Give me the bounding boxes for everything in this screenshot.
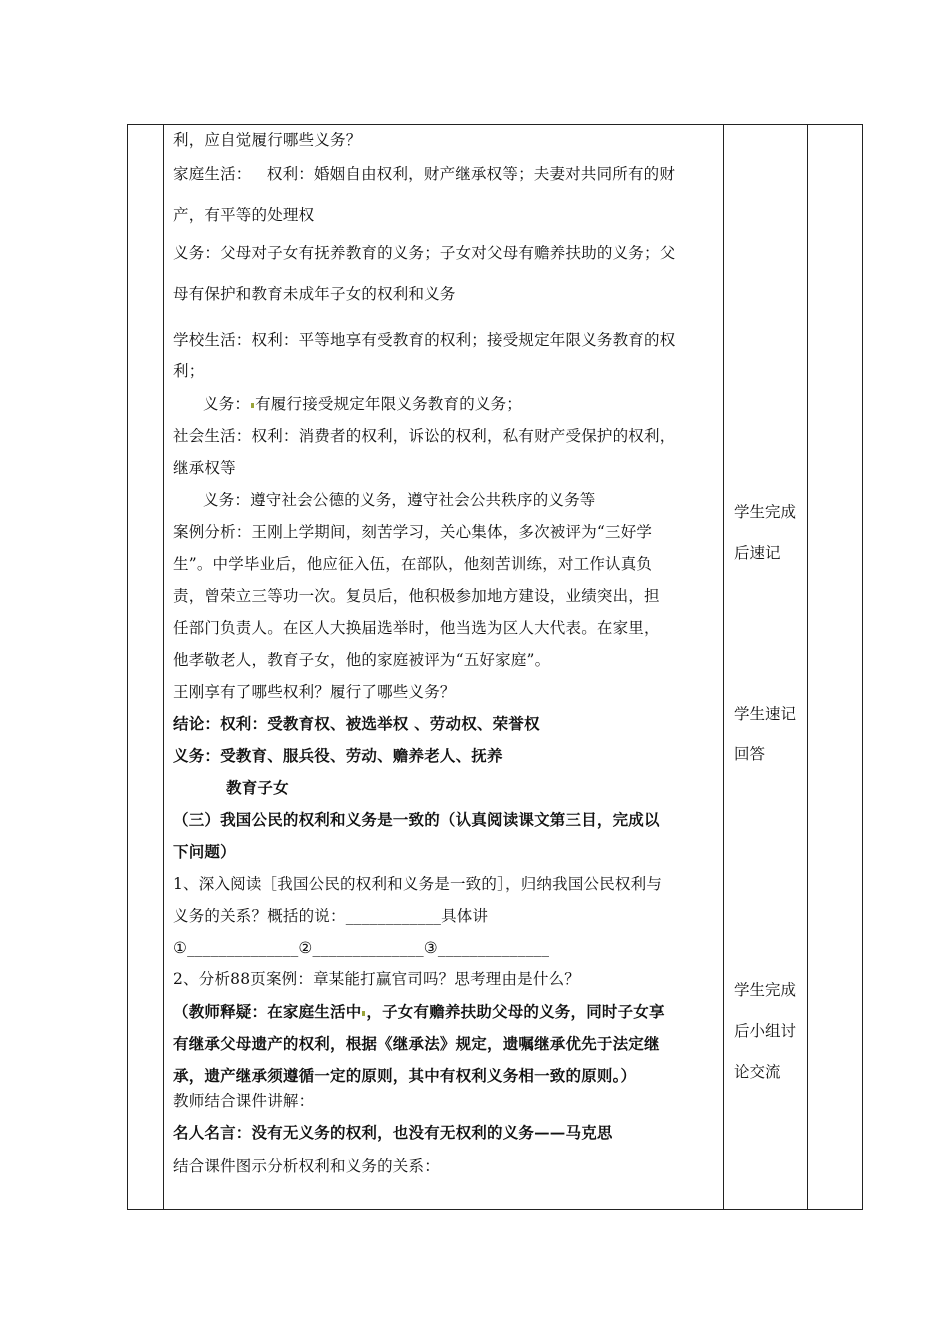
text-line: 义务：遵守社会公德的义务，遵守社会公共秩序的义务等 [203, 491, 596, 509]
table-col-border-5 [862, 124, 863, 1210]
text-line: 利； [173, 362, 205, 380]
text-line: 家庭生活： 权利：婚姻自由权利，财产继承权等；夫妻对共同所有的财 [173, 165, 676, 183]
conclusion-duties-cont: 教育子女 [226, 778, 289, 797]
side-note-line: 学生完成 [734, 503, 797, 521]
conclusion-rights: 结论：权利：受教育权、被选举权 、劳动权、荣誉权 [173, 714, 540, 733]
text-fragment: 义务： [203, 395, 251, 413]
text-fragment: ，子女有赡养扶助父母的义务，同时子女享 [366, 1002, 665, 1021]
section-heading: （三）我国公民的权利和义务是一致的（认真阅读课文第三目，完成以 [173, 810, 660, 829]
text-line: 母有保护和教育未成年子女的权利和义务 [173, 285, 456, 303]
text-line: 任部门负责人。在区人大换届选举时，他当选为区人大代表。在家里， [173, 619, 660, 637]
table-bottom-border [127, 1209, 862, 1210]
ink-mark [251, 403, 254, 408]
table-col-border-1 [127, 124, 128, 1210]
text-line: 1、深入阅读［我国公民的权利和义务是一致的］，归纳我国公民权利与 [173, 875, 663, 893]
table-col-border-4 [807, 124, 808, 1210]
side-note-line: 学生完成 [734, 981, 797, 999]
ink-mark [362, 1011, 365, 1016]
text-line: 结合课件图示分析权利和义务的关系： [173, 1157, 440, 1175]
teacher-explanation [173, 1002, 665, 1022]
text-line: 他孝敬老人，教育子女，他的家庭被评为“五好家庭”。 [173, 651, 551, 669]
table-col-border-3 [723, 124, 724, 1210]
side-note-line: 学生速记 [734, 705, 797, 723]
text-line: 产，有平等的处理权 [173, 206, 315, 224]
text-fragment: 有履行接受规定年限义务教育的义务； [255, 395, 523, 413]
text-line [203, 394, 522, 414]
teacher-explanation-cont: 有继承父母遗产的权利，根据《继承法》规定，遗嘱继承优先于法定继 [173, 1034, 660, 1053]
text-line: 继承权等 [173, 459, 236, 477]
text-line: 责，曾荣立三等功一次。复员后，他积极参加地方建设，业绩突出，担 [173, 587, 660, 605]
text-fragment: （教师释疑：在家庭生活中 [173, 1002, 362, 1021]
famous-quote: 名人名言：没有无义务的权利，也没有无权利的义务——马克思 [173, 1123, 613, 1142]
text-line: 义务的关系？概括的说：____________具体讲 [173, 907, 489, 925]
side-note-line: 后小组讨 [734, 1022, 797, 1040]
text-line: 学校生活：权利：平等地享有受教育的权利；接受规定年限义务教育的权 [173, 331, 676, 349]
text-line: 王刚享有了哪些权利？履行了哪些义务？ [173, 683, 456, 701]
text-line: 利，应自觉履行哪些义务？ [173, 131, 362, 149]
side-note-line: 后速记 [734, 544, 781, 562]
text-line: 2、分析88页案例：章某能打赢官司吗？思考理由是什么？ [173, 970, 580, 988]
side-note-line: 论交流 [734, 1063, 781, 1081]
conclusion-duties: 义务：受教育、服兵役、劳动、赡养老人、抚养 [173, 746, 503, 765]
text-line: 教师结合课件讲解： [173, 1092, 315, 1110]
text-line: 义务：父母对子女有抚养教育的义务；子女对父母有赡养扶助的义务；父 [173, 244, 676, 262]
table-col-border-2 [163, 124, 164, 1210]
text-line: 社会生活：权利：消费者的权利，诉讼的权利，私有财产受保护的权利， [173, 427, 676, 445]
teacher-explanation-cont: 承，遗产继承须遵循一定的原则，其中有权利义务相一致的原则。） [173, 1066, 637, 1085]
blanks-line: ①______________②______________③______________ [173, 939, 550, 957]
section-heading-cont: 下问题） [173, 842, 236, 861]
text-line: 生”。中学毕业后，他应征入伍，在部队，他刻苦训练，对工作认真负 [173, 555, 653, 573]
table-top-border [127, 124, 862, 125]
side-note-line: 回答 [734, 745, 766, 763]
text-line: 案例分析：王刚上学期间，刻苦学习，关心集体，多次被评为“三好学 [173, 523, 653, 541]
